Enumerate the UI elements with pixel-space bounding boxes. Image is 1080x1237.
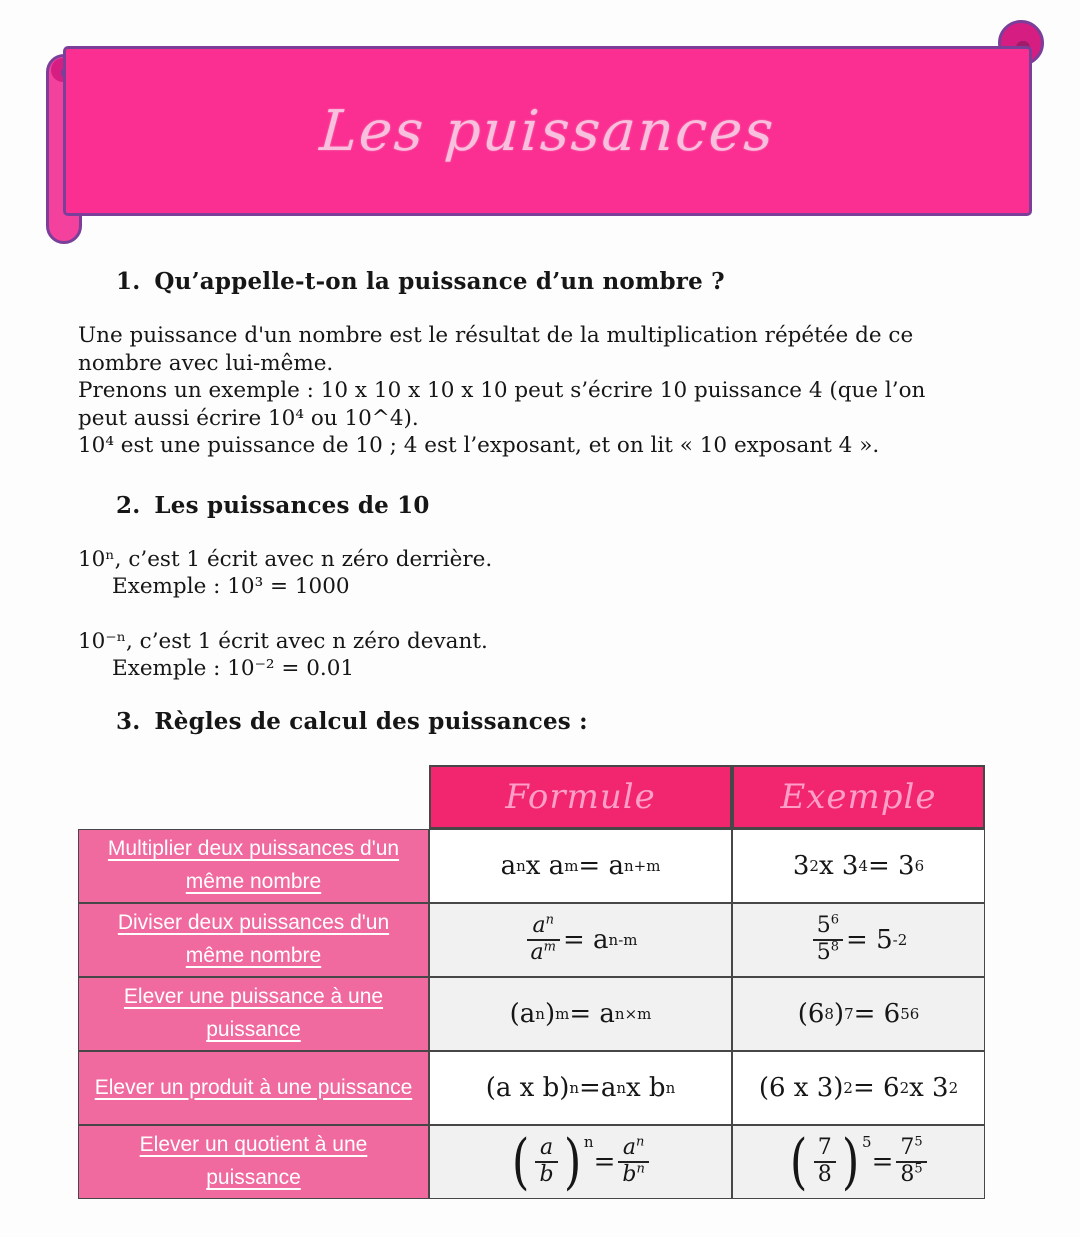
section-1-title: Qu’appelle-t-on la puissance d’un nombre ? [154, 268, 725, 295]
rule-example: $\frac{5^6}{5^8}$ = 5 -2 [732, 903, 985, 977]
section-2-number: 2. [116, 492, 141, 519]
rule-example: (6 x 3) 2 = 6 2 x 3 2 [732, 1051, 985, 1125]
rule-example: ( $\frac{7}{8}$ ) $^5$ = $\frac{7^5}{8^5}$ [732, 1125, 985, 1199]
table-header-example: Exemple [732, 765, 985, 829]
section-1-heading [116, 268, 725, 295]
paragraph: Prenons un exemple : 10 x 10 x 10 x 10 peut s’écrire 10 puissance 4 (que l’on peut aussi écrire 10⁴ ou 10^4). [78, 378, 926, 431]
rule-label: Multiplier deux puissances d'un même nombre [78, 829, 429, 903]
power-positive-line: 10ⁿ, c’est 1 écrit avec n zéro derrière. [78, 547, 493, 572]
table-header-spacer [78, 765, 429, 829]
rule-formula: $\frac{a^n}{a^m}$ = a n-m [429, 903, 732, 977]
section-1-body [78, 322, 944, 460]
rule-label: Elever une puissance à une puissance [78, 977, 429, 1051]
section-2-heading [116, 492, 430, 519]
section-3-number: 3. [116, 708, 141, 735]
paragraph: 10⁴ est une puissance de 10 ; 4 est l’exposant, et on lit « 10 exposant 4 ». [78, 433, 880, 458]
rule-label: Diviser deux puissances d'un même nombre [78, 903, 429, 977]
rule-label: Elever un quotient à une puissance [78, 1125, 429, 1199]
rule-formula: (a x b) n =a n x b n [429, 1051, 732, 1125]
power-positive-example: Exemple : 10³ = 1000 [112, 574, 350, 599]
rule-formula: a n x a m = a n+m [429, 829, 732, 903]
section-2-title: Les puissances de 10 [154, 492, 430, 519]
section-1-number: 1. [116, 268, 141, 295]
rule-formula: (a n ) m = a n×m [429, 977, 732, 1051]
power-negative-line: 10⁻ⁿ, c’est 1 écrit avec n zéro devant. [78, 629, 488, 654]
rule-example: (6 8 ) 7 = 6 56 [732, 977, 985, 1051]
rule-label: Elever un produit à une puissance [78, 1051, 429, 1125]
section-3-title: Règles de calcul des puissances : [154, 708, 588, 735]
table-header-formula: Formule [429, 765, 732, 829]
paragraph: Une puissance d'un nombre est le résultat de la multiplication répétée de ce nombre avec lui-même. [78, 323, 914, 376]
title-banner [63, 46, 1032, 216]
rule-formula: ( $\frac{a}{b}$ ) $^n$ = $\frac{a^n}{b^n}$ [429, 1125, 732, 1199]
power-negative-example: Exemple : 10⁻² = 0.01 [112, 656, 355, 681]
rule-example: 3 2 x 3 4 = 3 6 [732, 829, 985, 903]
section-3-heading [116, 708, 588, 735]
rules-table [78, 765, 985, 1199]
page-title: Les puissances [317, 98, 778, 164]
